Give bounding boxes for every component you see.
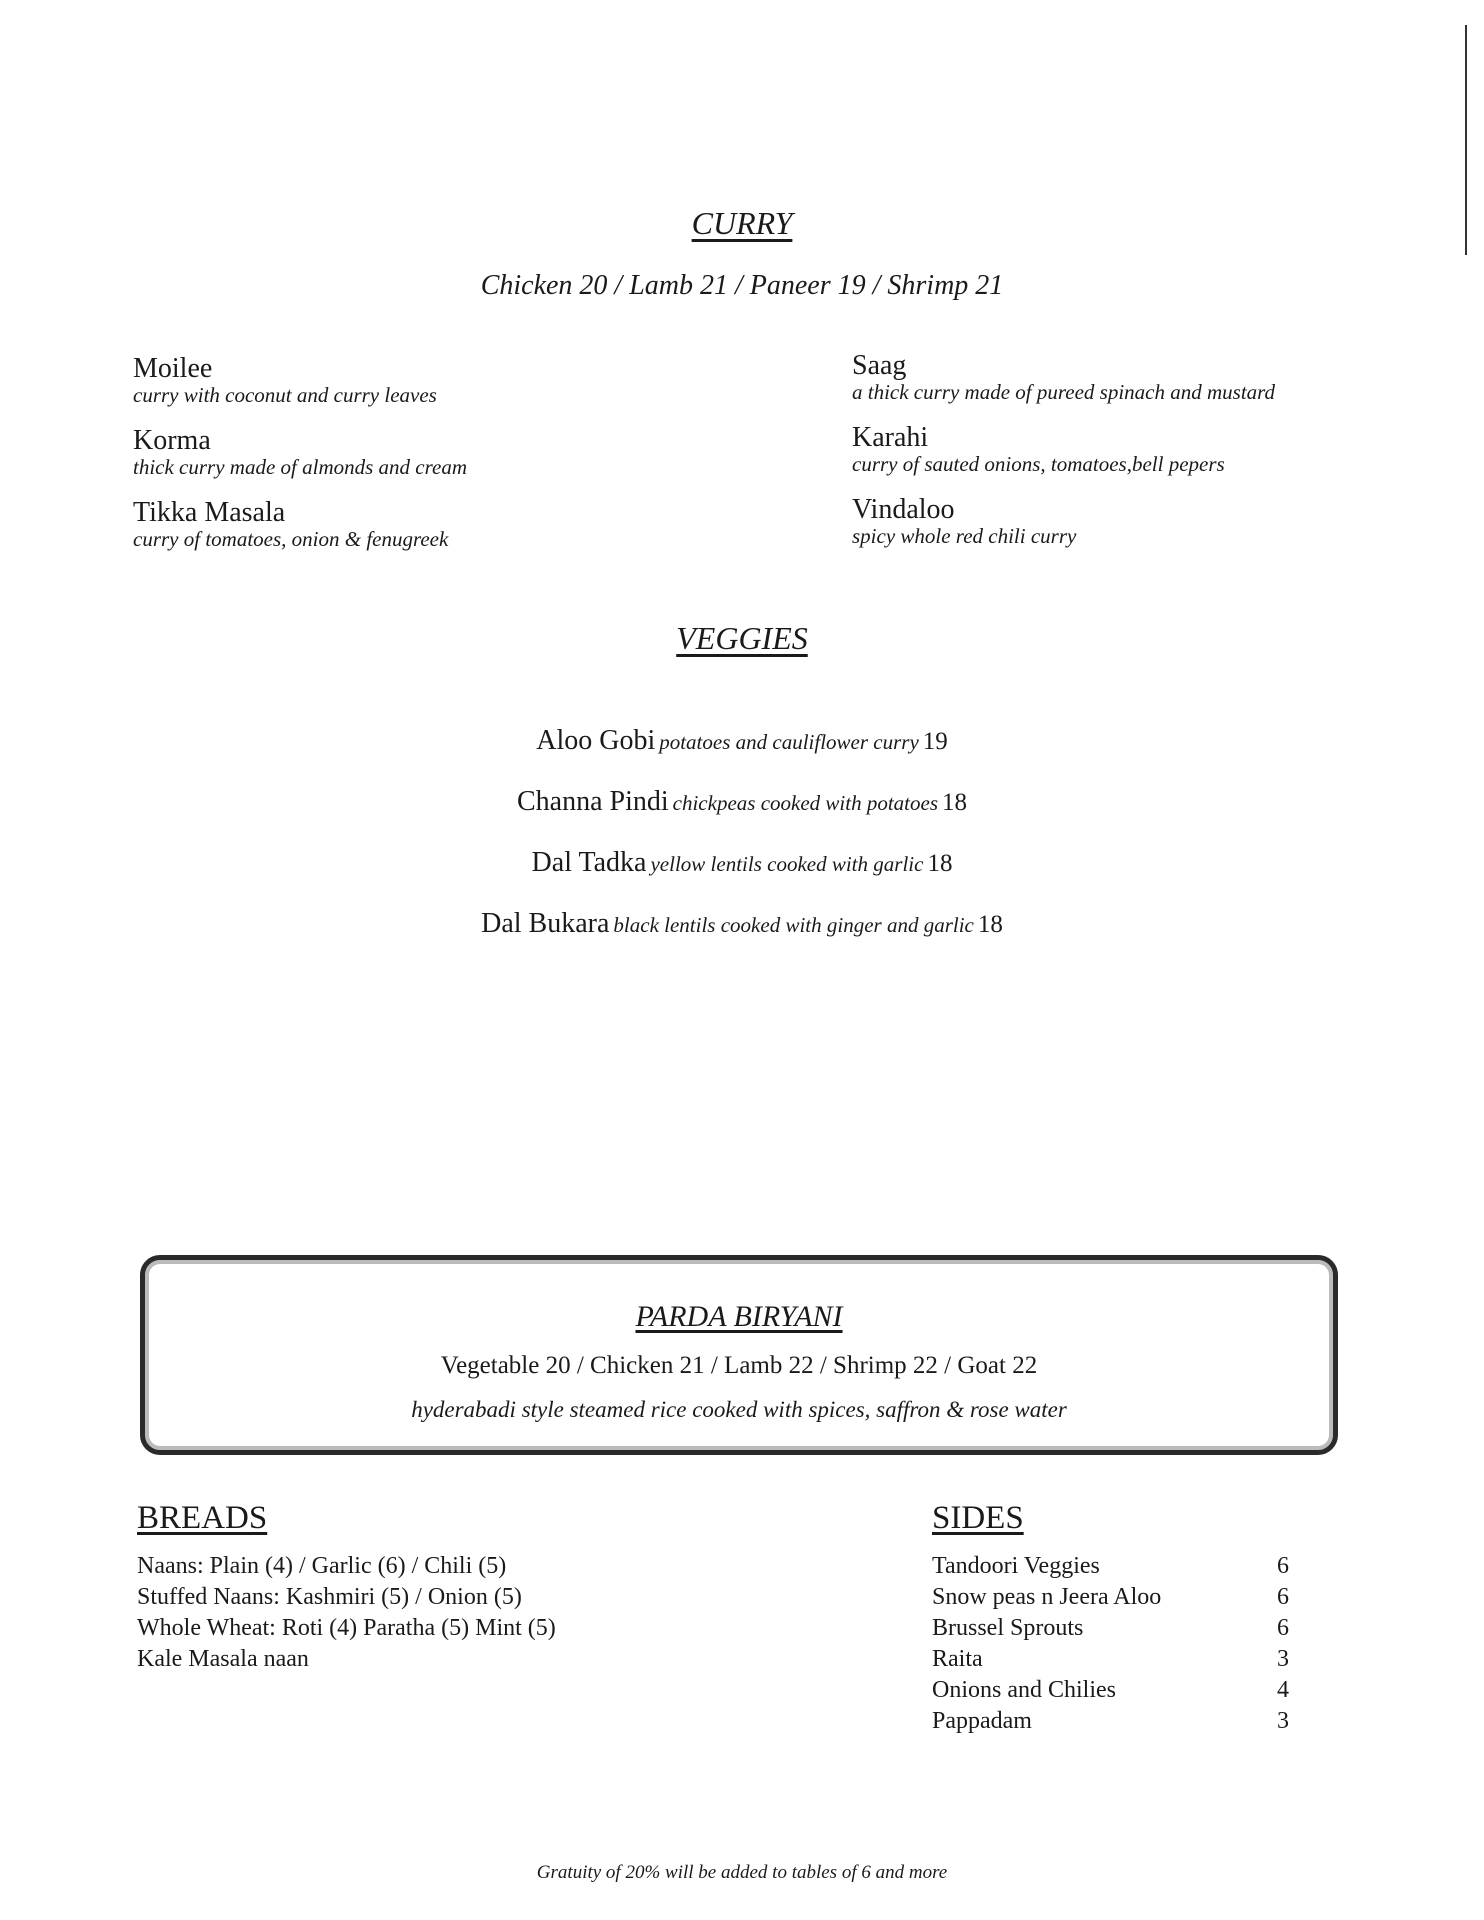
gratuity-note: Gratuity of 20% will be added to tables of 6 and more xyxy=(536,1862,948,1883)
veggie-desc: chickpeas cooked with potatoes xyxy=(672,791,938,815)
side-price: 4 xyxy=(1277,1677,1289,1703)
side-row xyxy=(932,1551,1292,1582)
veggie-desc: yellow lentils cooked with garlic xyxy=(650,852,924,876)
side-name: Tandoori Veggies xyxy=(932,1553,1100,1579)
curry-item-name: Tikka Masala xyxy=(133,497,286,528)
biryani-title: PARDA BIRYANI xyxy=(635,1300,843,1333)
breads-line: Naans: Plain (4) / Garlic (6) / Chili (5) xyxy=(137,1553,507,1579)
side-row xyxy=(932,1675,1292,1706)
veggie-name: Channa Pindi xyxy=(516,786,669,817)
side-row xyxy=(932,1613,1292,1644)
curry-item xyxy=(852,424,1275,496)
curry-item-name: Saag xyxy=(852,350,907,381)
veggie-price: 18 xyxy=(927,850,953,877)
curry-item xyxy=(133,355,467,427)
side-price: 6 xyxy=(1277,1584,1289,1610)
curry-item-name: Vindaloo xyxy=(852,494,955,525)
curry-item xyxy=(133,499,467,571)
veggie-price: 18 xyxy=(977,911,1003,938)
side-price: 6 xyxy=(1277,1615,1289,1641)
curry-item xyxy=(852,496,1275,568)
biryani-desc: hyderabadi style steamed rice cooked with spices, saffron & rose water xyxy=(411,1397,1067,1422)
breads-line: Stuffed Naans: Kashmiri (5) / Onion (5) xyxy=(137,1584,522,1610)
biryani-prices: Vegetable 20 / Chicken 21 / Lamb 22 / Shrimp 22 / Goat 22 xyxy=(440,1352,1038,1379)
side-row xyxy=(932,1706,1292,1737)
curry-right-column xyxy=(852,352,1275,568)
side-row xyxy=(932,1644,1292,1675)
veggie-desc: black lentils cooked with ginger and garlic xyxy=(613,913,974,937)
side-name: Onions and Chilies xyxy=(932,1677,1116,1703)
curry-item xyxy=(852,352,1275,424)
veggie-item xyxy=(0,781,1484,842)
side-name: Snow peas n Jeera Aloo xyxy=(932,1584,1162,1610)
curry-item-name: Karahi xyxy=(852,422,929,453)
side-name: Pappadam xyxy=(932,1708,1032,1734)
curry-item-name: Korma xyxy=(133,425,211,456)
veggie-item xyxy=(0,842,1484,903)
veggie-item xyxy=(0,720,1484,781)
side-row xyxy=(932,1582,1292,1613)
curry-item-desc: curry of tomatoes, onion & fenugreek xyxy=(133,527,449,551)
side-name: Raita xyxy=(932,1646,983,1672)
sides-section xyxy=(932,1500,1292,1737)
breads-section xyxy=(137,1500,556,1675)
veggie-item xyxy=(0,903,1484,964)
veggie-price: 19 xyxy=(922,728,948,755)
curry-item-name: Moilee xyxy=(133,353,213,384)
veggie-desc: potatoes and cauliflower curry xyxy=(659,730,919,754)
veggies-title: VEGGIES xyxy=(676,620,808,656)
curry-item-desc: curry of sauted onions, tomatoes,bell pepers xyxy=(852,452,1225,476)
biryani-box xyxy=(140,1255,1338,1455)
curry-item-desc: thick curry made of almonds and cream xyxy=(133,455,467,479)
veggie-name: Dal Bukara xyxy=(481,908,610,939)
veggies-list xyxy=(0,720,1484,964)
side-price: 3 xyxy=(1277,1708,1289,1734)
breads-line: Kale Masala naan xyxy=(137,1646,309,1672)
curry-item-desc: a thick curry made of pureed spinach and mustard xyxy=(852,380,1276,404)
veggie-price: 18 xyxy=(942,789,967,816)
curry-left-column xyxy=(133,355,467,571)
veggie-name: Dal Tadka xyxy=(531,847,647,878)
breads-line: Whole Wheat: Roti (4) Paratha (5) Mint (5) xyxy=(137,1615,556,1641)
curry-item-desc: curry with coconut and curry leaves xyxy=(133,383,437,407)
veggie-name: Aloo Gobi xyxy=(536,725,656,756)
curry-item xyxy=(133,427,467,499)
breads-title: BREADS xyxy=(137,1500,268,1536)
side-price: 3 xyxy=(1277,1646,1289,1672)
curry-prices: Chicken 20 / Lamb 21 / Paneer 19 / Shrimp 21 xyxy=(480,270,1004,301)
side-name: Brussel Sprouts xyxy=(932,1615,1084,1641)
curry-title: CURRY xyxy=(691,205,793,241)
curry-item-desc: spicy whole red chili curry xyxy=(852,524,1077,548)
sides-title: SIDES xyxy=(932,1500,1024,1536)
side-price: 6 xyxy=(1277,1553,1289,1579)
